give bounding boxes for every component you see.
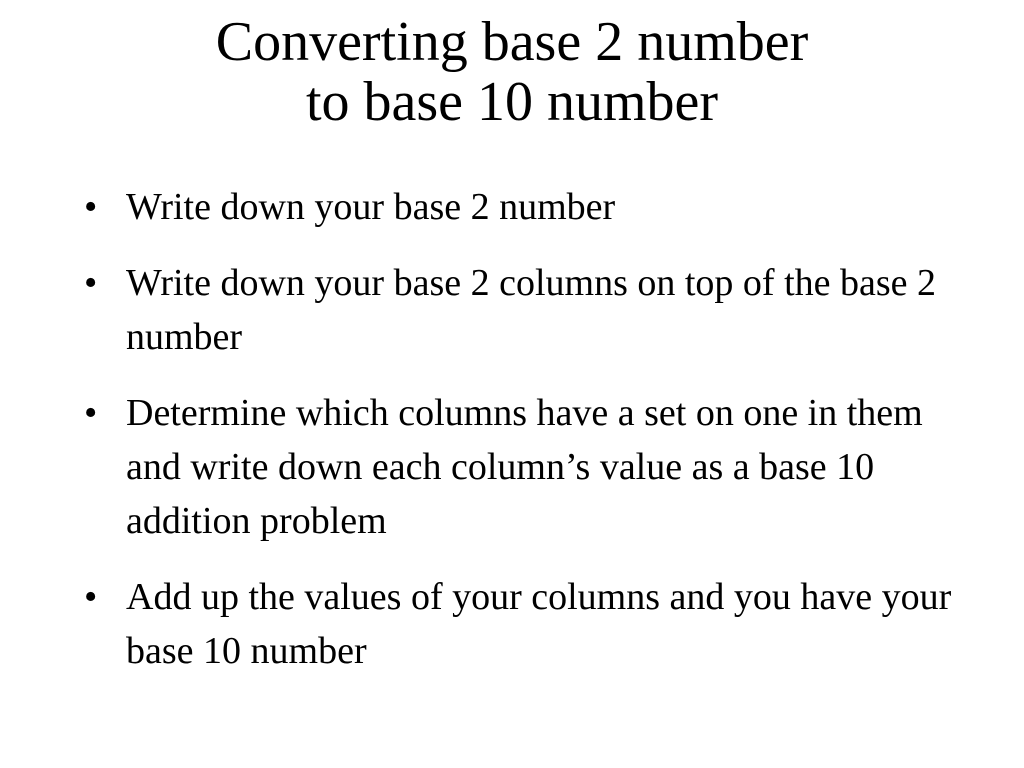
bullet-item-2 (0, 256, 1024, 364)
title-line-1: Converting base 2 number (215, 11, 809, 73)
bullet-list (0, 180, 1024, 700)
bullet-text: Write down your base 2 columns on top of the base 2 number (126, 262, 937, 358)
bullet-dot-icon: • (84, 576, 98, 618)
bullet-text: Determine which columns have a set on one in them and write down each column’s value as a base 10 addition problem (126, 392, 923, 542)
bullet-dot-icon: • (84, 186, 98, 228)
bullet-item-3 (0, 386, 1024, 548)
bullet-item-1 (0, 180, 1024, 234)
slide-title (0, 12, 1024, 132)
bullet-text: Write down your base 2 number (126, 186, 616, 228)
bullet-dot-icon: • (84, 392, 98, 434)
bullet-text: Add up the values of your columns and you have your base 10 number (126, 576, 952, 672)
title-line-2: to base 10 number (305, 71, 719, 133)
bullet-item-4 (0, 570, 1024, 678)
bullet-dot-icon: • (84, 262, 98, 304)
